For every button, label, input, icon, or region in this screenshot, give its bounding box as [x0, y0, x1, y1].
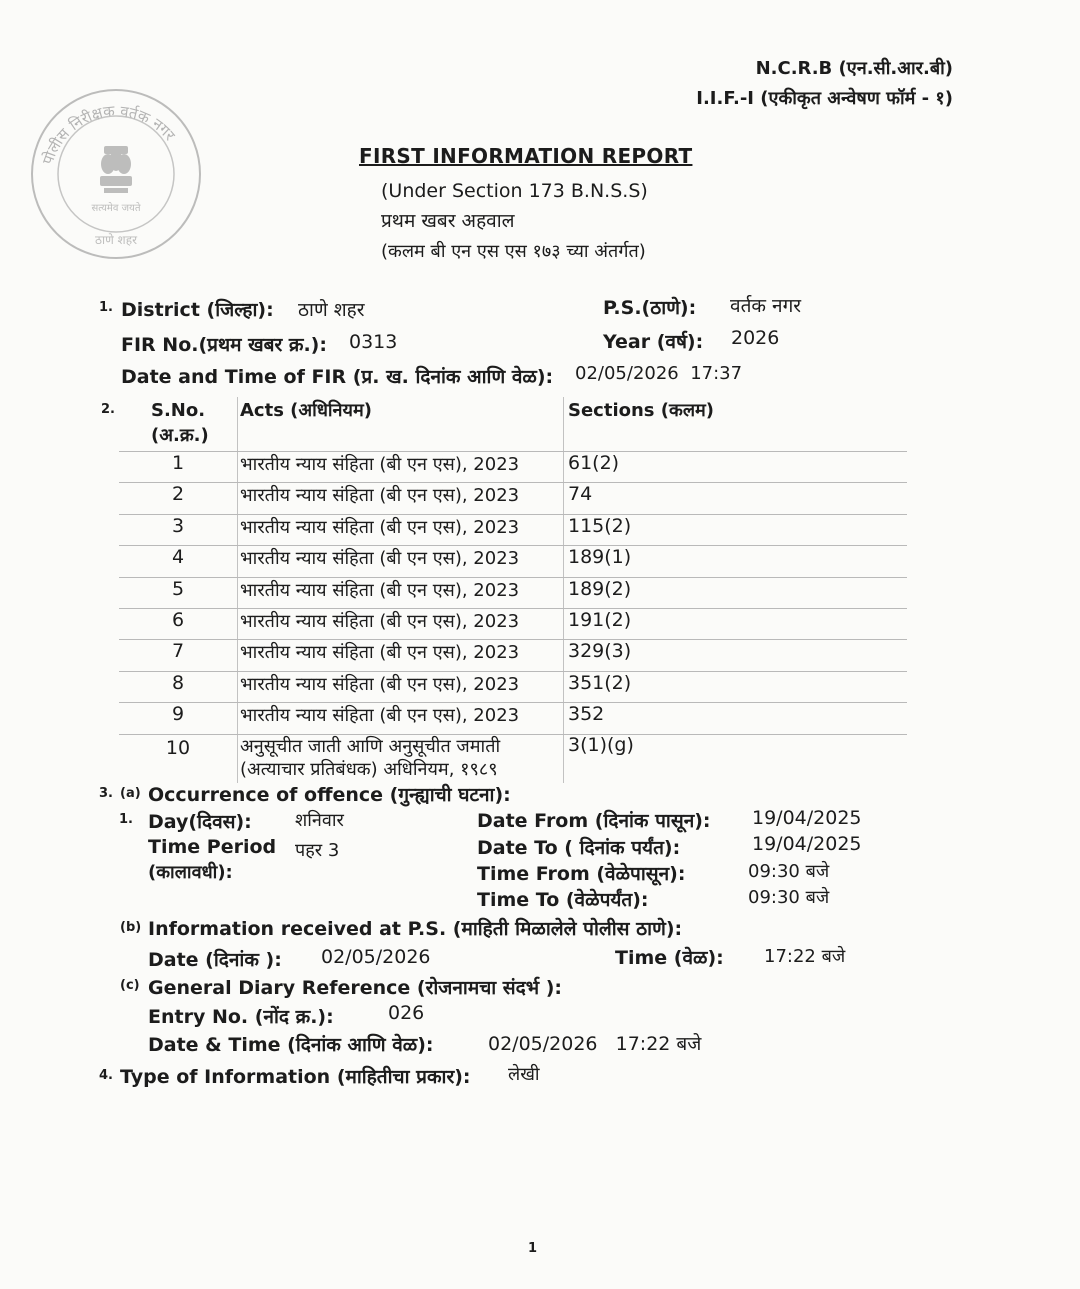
- section-cell: 115(2): [568, 514, 632, 537]
- sno-cell: 7: [171, 640, 185, 663]
- act-cell: भारतीय न्याय संहिता (बी एन एस), 2023: [240, 516, 520, 538]
- section-4-number: 4.: [99, 1068, 113, 1083]
- fir-datetime-label: Date and Time of FIR (प्र. ख. दिनांक आणि वेळ):: [121, 366, 554, 388]
- subsection-1-number: 1.: [119, 812, 133, 827]
- section-cell: 352: [568, 703, 605, 726]
- general-diary-label: General Diary Reference (रोजनामचा संदर्भ ):: [148, 977, 562, 999]
- sno-cell: 8: [171, 671, 185, 694]
- page-number: 1: [528, 1241, 538, 1256]
- table-row: [119, 482, 907, 513]
- fir-number-label: FIR No.(प्रथम खबर क्र.):: [121, 334, 327, 356]
- act-cell-line2: (अत्याचार प्रतिबंधक) अधिनियम, १९८९: [240, 759, 498, 780]
- entry-number-value: 026: [388, 1002, 425, 1024]
- act-cell: भारतीय न्याय संहिता (बी एन एस), 2023: [240, 673, 520, 695]
- section-3b-marker: (b): [120, 920, 142, 935]
- acts-sections-table: [119, 397, 907, 783]
- section-cell: 191(2): [568, 609, 632, 631]
- day-value: शनिवार: [295, 810, 344, 831]
- sno-cell: 6: [171, 609, 185, 631]
- time-period-value: पहर 3: [295, 840, 340, 861]
- occurrence-label: Occurrence of offence (गुन्ह्याची घटना):: [148, 784, 511, 806]
- fir-number-value: 0313: [349, 331, 398, 353]
- sno-header: S.No.: [151, 400, 206, 421]
- table-row: [119, 608, 907, 639]
- day-label: Day(दिवस):: [148, 811, 252, 833]
- section-1-number: 1.: [99, 300, 113, 315]
- gd-datetime-value: 02/05/2026 17:22 बजे: [488, 1033, 702, 1055]
- sno-cell: 2: [171, 483, 185, 506]
- svg-text:सत्यमेव जयते: सत्यमेव जयते: [91, 203, 141, 214]
- ncrb-heading: N.C.R.B (एन.सी.आर.बी): [755, 58, 953, 79]
- date-from-value: 19/04/2025: [752, 807, 862, 829]
- table-row: [119, 451, 907, 482]
- entry-number-label: Entry No. (नोंद क्र.):: [148, 1006, 334, 1028]
- time-from-value: 09:30 बजे: [748, 861, 830, 882]
- info-time-value: 17:22 बजे: [764, 946, 846, 967]
- act-cell: भारतीय न्याय संहिता (बी एन एस), 2023: [240, 485, 520, 507]
- time-period-label: Time Period: [148, 836, 277, 858]
- section-cell: 61(2): [568, 452, 620, 474]
- info-type-label: Type of Information (माहितीचा प्रकार):: [120, 1066, 471, 1088]
- table-row: [119, 545, 907, 576]
- section-3-number: 3.: [99, 786, 113, 801]
- act-cell: भारतीय न्याय संहिता (बी एन एस), 2023: [240, 454, 520, 475]
- info-date-label: Date (दिनांक ):: [148, 949, 282, 971]
- info-date-value: 02/05/2026: [321, 946, 431, 968]
- table-row: [119, 702, 907, 733]
- table-row: [119, 639, 907, 670]
- act-cell: भारतीय न्याय संहिता (बी एन एस), 2023: [240, 611, 520, 632]
- iif-form-heading: I.I.F.-I (एकीकृत अन्वेषण फॉर्म - १): [696, 88, 953, 109]
- district-value: ठाणे शहर: [298, 299, 365, 321]
- info-time-label: Time (वेळ):: [615, 947, 724, 969]
- section-cell: 351(2): [568, 671, 632, 694]
- section-cell: 189(2): [568, 577, 632, 600]
- act-cell: भारतीय न्याय संहिता (बी एन एस), 2023: [240, 705, 520, 727]
- table-row: [119, 514, 907, 545]
- police-station-value: वर्तक नगर: [730, 295, 802, 317]
- under-section-marathi: (कलम बी एन एस एस १७३ च्या अंतर्गत): [381, 241, 646, 262]
- police-seal-stamp: [28, 86, 204, 262]
- act-cell: भारतीय न्याय संहिता (बी एन एस), 2023: [240, 642, 520, 664]
- title-marathi: प्रथम खबर अहवाल: [381, 210, 515, 232]
- time-from-label: Time From (वेळेपासून):: [477, 863, 686, 885]
- section-cell: 3(1)(g): [568, 734, 634, 756]
- section-cell: 189(1): [568, 546, 632, 569]
- table-row: [119, 671, 907, 702]
- section-3c-marker: (c): [120, 978, 140, 993]
- year-label: Year (वर्ष):: [603, 331, 704, 353]
- date-to-value: 19/04/2025: [752, 833, 862, 855]
- sno-cell: 3: [171, 514, 185, 537]
- svg-text:ठाणे शहर: ठाणे शहर: [94, 233, 138, 247]
- fir-datetime-value: 02/05/2026 17:37: [575, 363, 743, 384]
- sno-cell: 5: [171, 577, 185, 600]
- section-cell: 74: [568, 483, 593, 506]
- time-period-label-marathi: (कालावधी):: [148, 862, 233, 883]
- year-value: 2026: [731, 327, 780, 349]
- table-row: [119, 734, 907, 783]
- date-from-label: Date From (दिनांक पासून):: [477, 810, 711, 832]
- under-section-text: (Under Section 173 B.N.S.S): [381, 180, 648, 202]
- section-2-number: 2.: [101, 402, 115, 417]
- police-station-label: P.S.(ठाणे):: [603, 297, 697, 319]
- act-cell: भारतीय न्याय संहिता (बी एन एस), 2023: [240, 548, 520, 570]
- section-cell: 329(3): [568, 640, 632, 663]
- svg-text:पोलीस निरीक्षक वर्तक नगर: पोलीस निरीक्षक वर्तक नगर: [38, 101, 179, 167]
- info-received-label: Information received at P.S. (माहिती मिळालेले पोलीस ठाणे):: [148, 918, 683, 940]
- sno-cell: 10: [165, 737, 191, 759]
- date-to-label: Date To ( दिनांक पर्यंत):: [477, 837, 681, 859]
- page-title: FIRST INFORMATION REPORT: [359, 144, 693, 168]
- district-label: District (जिल्हा):: [121, 299, 274, 321]
- sno-cell: 1: [171, 452, 185, 474]
- section-3a-marker: (a): [120, 786, 141, 801]
- gd-datetime-label: Date & Time (दिनांक आणि वेळ):: [148, 1034, 434, 1056]
- time-to-value: 09:30 बजे: [748, 887, 830, 908]
- sno-header-marathi: (अ.क्र.): [151, 425, 209, 446]
- info-type-value: लेखी: [508, 1064, 540, 1085]
- sno-cell: 4: [171, 546, 185, 569]
- sno-cell: 9: [171, 703, 185, 726]
- acts-header: Acts (अधिनियम): [240, 400, 372, 421]
- act-cell-line1: अनुसूचीत जाती आणि अनुसूचीत जमाती: [240, 736, 501, 757]
- table-row: [119, 577, 907, 608]
- act-cell: भारतीय न्याय संहिता (बी एन एस), 2023: [240, 579, 520, 601]
- time-to-label: Time To (वेळेपर्यंत):: [477, 889, 649, 911]
- sections-header: Sections (कलम): [568, 400, 715, 421]
